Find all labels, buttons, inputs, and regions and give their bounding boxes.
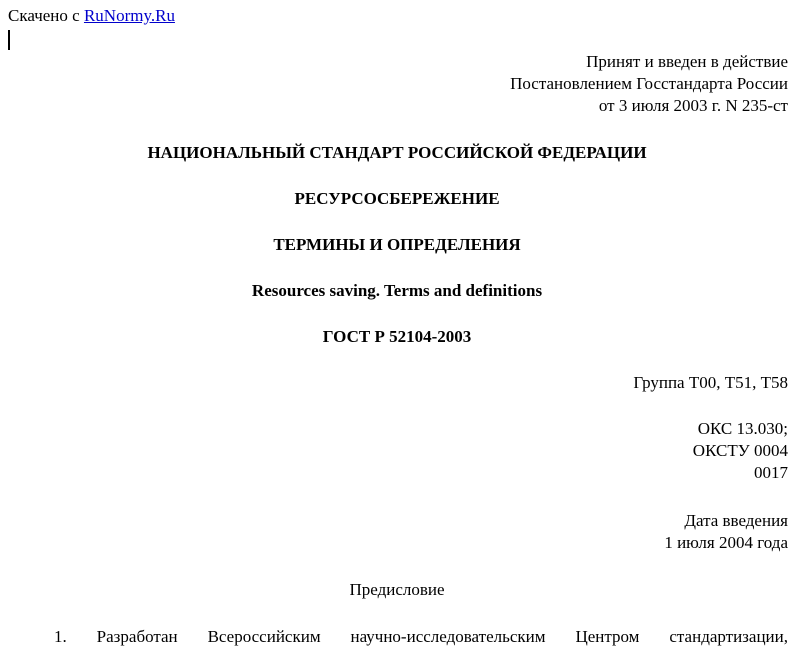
classification-block bbox=[693, 418, 788, 484]
okstu-code-line-2: 0017 bbox=[754, 463, 788, 482]
group-codes: Группа Т00, Т51, Т58 bbox=[633, 373, 788, 392]
okstu-code-line-1: ОКСТУ 0004 bbox=[692, 441, 788, 460]
adoption-line-2: Постановлением Госстандарта России bbox=[510, 74, 788, 93]
downloaded-prefix: Скачено с bbox=[8, 6, 80, 25]
introduction-date-label: Дата введения bbox=[684, 511, 788, 530]
terms-title: ТЕРМИНЫ И ОПРЕДЕЛЕНИЯ bbox=[273, 235, 521, 254]
english-title: Resources saving. Terms and definitions bbox=[251, 281, 543, 300]
text-cursor bbox=[8, 30, 10, 50]
downloaded-from-line bbox=[8, 5, 175, 27]
adoption-line-3: от 3 июля 2003 г. N 235-ст bbox=[598, 96, 788, 115]
national-standard-title: НАЦИОНАЛЬНЫЙ СТАНДАРТ РОССИЙСКОЙ ФЕДЕРАЦИИ bbox=[147, 143, 647, 162]
oks-code: ОКС 13.030; bbox=[697, 419, 788, 438]
adoption-block bbox=[510, 51, 788, 117]
group-block bbox=[633, 372, 788, 394]
site-link[interactable]: RuNormy.Ru bbox=[83, 6, 175, 25]
gost-number: ГОСТ Р 52104-2003 bbox=[322, 327, 472, 346]
introduction-date-value: 1 июля 2004 года bbox=[664, 533, 788, 552]
resource-saving-title: РЕСУРСОСБЕРЕЖЕНИЕ bbox=[294, 189, 500, 208]
foreword-item-1: 1. Разработан Всероссийским научно-исследовательским Центром стандартизации, bbox=[54, 627, 788, 646]
foreword-title: Предисловие bbox=[349, 580, 445, 599]
introduction-date-block bbox=[664, 510, 788, 554]
adoption-line-1: Принят и введен в действие bbox=[586, 52, 788, 71]
